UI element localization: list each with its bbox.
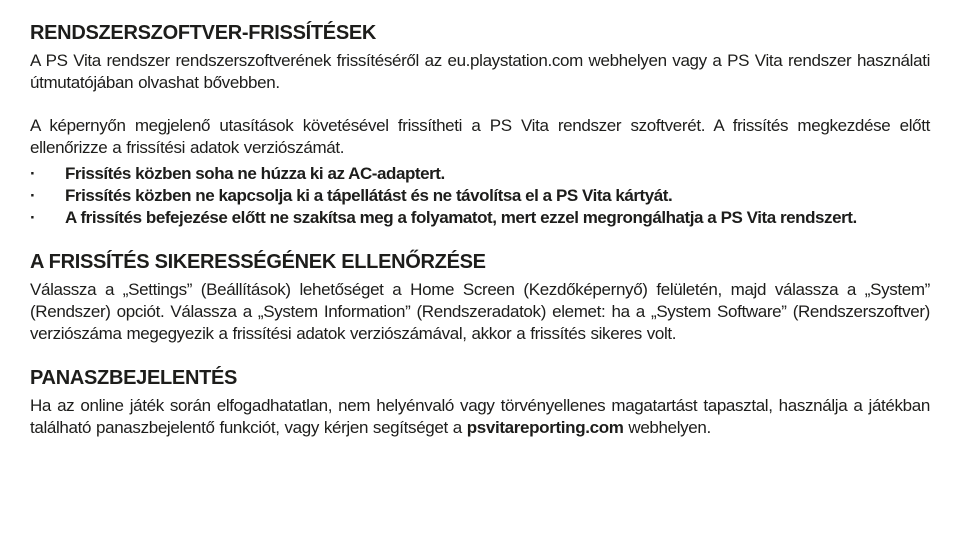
- warning-item: [30, 163, 930, 185]
- complaints-heading: PANASZBEJELENTÉS: [30, 367, 238, 389]
- warning-item: [30, 207, 930, 229]
- warning-text: Frissítés közben soha ne húzza ki az AC-adaptert.: [65, 164, 445, 183]
- warning-list: [30, 163, 930, 229]
- bullet-icon: ·: [30, 208, 36, 227]
- bullet-icon: ·: [30, 186, 36, 205]
- reporting-site-text: psvitareporting.com: [466, 418, 624, 437]
- bullet-icon: ·: [30, 164, 36, 183]
- section-update-verification: [30, 250, 930, 345]
- warning-text: Frissítés közben ne kapcsolja ki a tápellátást és ne távolítsa el a PS Vita kártyát.: [65, 186, 673, 205]
- system-updates-heading: RENDSZERSZOFTVER-FRISSÍTÉSEK: [30, 22, 377, 44]
- system-updates-intro-paragraph: A PS Vita rendszer rendszerszoftverének frissítéséről az eu.playstation.com webhelyen vagy a PS Vita rendszer használati útmutatójában olvashat bővebben.: [30, 51, 930, 92]
- complaints-text-after: webhelyen.: [623, 418, 711, 437]
- warning-text: A frissítés befejezése előtt ne szakítsa meg a folyamatot, mert ezzel megrongálhatja a PS Vita rendszert.: [65, 208, 857, 227]
- section-complaints: [30, 366, 930, 439]
- update-verification-paragraph: Válassza a „Settings” (Beállítások) lehetőséget a Home Screen (Kezdőképernyő) felületén, majd válassza a „System” (Rendszer) opciót. Válassza a „System Information” (Rendszeradatok) elemet: ha a „System Software” (Rendszerszoftver) verziószáma megegyezik a frissítési adatok verziószámával, akkor a frissítés sikeres volt.: [30, 280, 930, 343]
- complaints-paragraph: [30, 395, 930, 439]
- spacer: [30, 345, 930, 366]
- spacer: [30, 229, 930, 250]
- complaints-text-before: Ha az online játék során elfogadhatatlan, nem helyénvaló vagy törvényellenes magatartást tapasztal, használja a játékban található panaszbejelentő funkciót, vagy kérjen segítséget a: [30, 396, 930, 437]
- update-verification-heading: A FRISSÍTÉS SIKERESSÉGÉNEK ELLENŐRZÉSE: [30, 251, 486, 273]
- warning-item: [30, 185, 930, 207]
- spacer: [30, 94, 930, 115]
- section-system-updates: [30, 21, 930, 229]
- system-updates-instructions-paragraph: A képernyőn megjelenő utasítások követésével frissítheti a PS Vita rendszer szoftverét. A frissítés megkezdése előtt ellenőrizze a frissítési adatok verziószámát.: [30, 116, 930, 157]
